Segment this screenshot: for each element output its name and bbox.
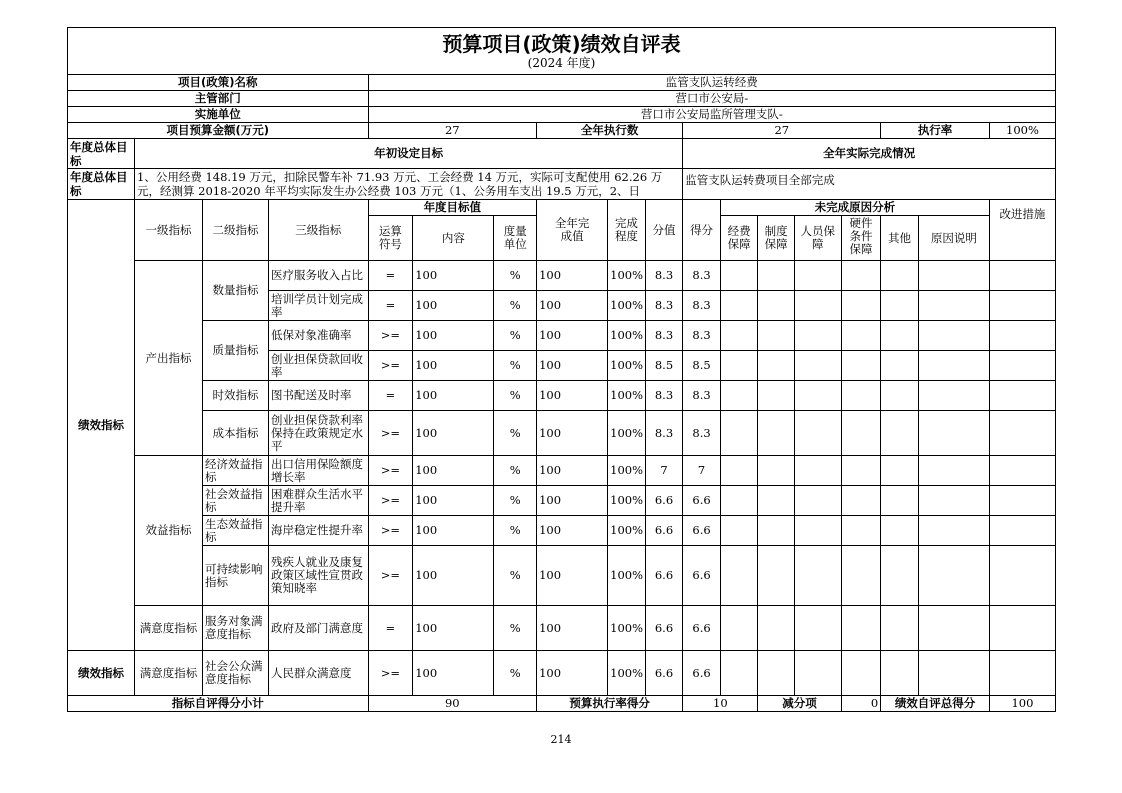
row-blank — [881, 351, 919, 381]
row-blank — [758, 606, 795, 651]
row-score: 8.5 — [645, 351, 683, 381]
unit-label: 实施单位 — [68, 107, 369, 123]
head-level1: 一级指标 — [135, 200, 203, 261]
row-blank — [918, 291, 989, 321]
row-op: >= — [368, 516, 413, 546]
row-l3: 海岸稳定性提升率 — [271, 524, 364, 537]
row-blank — [989, 291, 1055, 321]
row-score: 8.3 — [645, 381, 683, 411]
row-l3-cell — [269, 381, 369, 411]
project-name: 监管支队运转经费 — [368, 75, 1055, 91]
row-blank — [841, 516, 881, 546]
head-level2: 二级指标 — [203, 200, 269, 261]
row-blank — [918, 381, 989, 411]
row-blank — [881, 606, 919, 651]
row-blank — [989, 486, 1055, 516]
row-blank — [720, 261, 758, 291]
subtotal-label: 指标自评得分小计 — [68, 696, 369, 712]
goal-text-cell — [135, 169, 683, 200]
row-blank — [720, 411, 758, 456]
head-r2 — [758, 216, 795, 261]
row-blank — [918, 516, 989, 546]
row-blank — [918, 411, 989, 456]
row-val: 100 — [413, 291, 494, 321]
head-got: 得分 — [683, 200, 721, 261]
row-blank — [989, 321, 1055, 351]
row-l2: 经济效益指标 — [205, 457, 263, 484]
row-blank — [720, 381, 758, 411]
evaluation-sheet — [67, 27, 1056, 712]
row-l3: 图书配送及时率 — [271, 389, 352, 402]
row-blank — [989, 261, 1055, 291]
head-r1 — [720, 216, 758, 261]
row-blank — [841, 321, 881, 351]
row-blank — [794, 261, 841, 291]
row-rate: 100% — [608, 411, 646, 456]
row-rate: 100% — [608, 546, 646, 606]
row-l2-cell — [203, 486, 269, 516]
head-target: 年度目标值 — [368, 200, 537, 216]
row-done: 100 — [537, 261, 608, 291]
head-op — [368, 216, 413, 261]
row-blank — [881, 456, 919, 486]
row-blank — [989, 606, 1055, 651]
row-unit: % — [494, 381, 537, 411]
row-got: 8.3 — [683, 261, 721, 291]
table-row — [68, 411, 1056, 456]
row-blank — [918, 456, 989, 486]
row-blank — [720, 321, 758, 351]
row-l2-cell — [203, 456, 269, 486]
row-blank — [989, 651, 1055, 696]
row-done: 100 — [537, 291, 608, 321]
row-l3-cell — [269, 291, 369, 321]
evaluation-table — [67, 27, 1056, 712]
row-done: 100 — [537, 651, 608, 696]
row-blank — [841, 546, 881, 606]
head-r1-text: 经费保障 — [727, 224, 751, 251]
row-got: 8.3 — [683, 381, 721, 411]
row-blank — [881, 261, 919, 291]
row-l3-cell — [269, 546, 369, 606]
head-r5: 其他 — [881, 216, 919, 261]
row-blank — [758, 486, 795, 516]
dept-label: 主管部门 — [68, 91, 369, 107]
row-op: >= — [368, 546, 413, 606]
row-blank — [989, 516, 1055, 546]
row-rate: 100% — [608, 456, 646, 486]
exec-score-value: 10 — [683, 696, 758, 712]
row-got: 6.6 — [683, 546, 721, 606]
row-blank — [758, 516, 795, 546]
goal-label-2-text: 年度总体目标 — [70, 170, 128, 198]
head-r3-text: 人员保障 — [800, 224, 836, 251]
row-score: 7 — [645, 456, 683, 486]
row-rate: 100% — [608, 321, 646, 351]
row-blank — [794, 291, 841, 321]
row-op: >= — [368, 456, 413, 486]
head-r2-text: 制度保障 — [764, 224, 788, 251]
row-l3: 人民群众满意度 — [271, 666, 352, 680]
row-got: 6.6 — [683, 516, 721, 546]
row-l2: 质量指标 — [203, 321, 269, 381]
row-unit: % — [494, 351, 537, 381]
row-unit: % — [494, 456, 537, 486]
row-done: 100 — [537, 546, 608, 606]
subtotal-value: 90 — [368, 696, 537, 712]
row-blank — [758, 456, 795, 486]
row-blank — [758, 651, 795, 696]
satis-indicator: 满意度指标 — [135, 606, 203, 651]
row-blank — [758, 291, 795, 321]
row-l3-cell — [269, 351, 369, 381]
row-blank — [720, 606, 758, 651]
row-l2-cell — [203, 546, 269, 606]
row-blank — [841, 606, 881, 651]
rate-label: 执行率 — [881, 123, 990, 139]
row-op: >= — [368, 411, 413, 456]
page-number: 214 — [550, 733, 572, 746]
row-rate: 100% — [608, 486, 646, 516]
row-unit: % — [494, 546, 537, 606]
row-blank — [758, 381, 795, 411]
row-l2: 社会公众满意度指标 — [205, 660, 263, 686]
row-val: 100 — [413, 351, 494, 381]
row-blank — [720, 291, 758, 321]
row-blank — [841, 261, 881, 291]
output-indicator: 产出指标 — [135, 261, 203, 456]
row-unit: % — [494, 261, 537, 291]
goal-actual: 监管支队运转费项目全部完成 — [683, 169, 1056, 200]
row-l3-cell — [269, 261, 369, 291]
row-blank — [918, 651, 989, 696]
row-l3: 困难群众生活水平提升率 — [271, 487, 364, 514]
row-l2: 社会效益指标 — [205, 487, 263, 514]
row-score: 6.6 — [645, 486, 683, 516]
row-l3: 创业担保贷款利率保持在政策规定水平 — [271, 413, 364, 453]
row-blank — [720, 516, 758, 546]
row-blank — [881, 291, 919, 321]
row-score: 8.3 — [645, 291, 683, 321]
goal-label — [68, 139, 135, 169]
row-unit: % — [494, 486, 537, 516]
total-value: 100 — [989, 696, 1055, 712]
table-row — [68, 516, 1056, 546]
row-score: 6.6 — [645, 651, 683, 696]
row-blank — [794, 456, 841, 486]
row-val: 100 — [413, 411, 494, 456]
row-score: 6.6 — [645, 516, 683, 546]
exec-value: 27 — [683, 123, 881, 139]
goal-actual-label: 全年实际完成情况 — [683, 139, 1056, 169]
row-score: 8.3 — [645, 321, 683, 351]
row-done: 100 — [537, 486, 608, 516]
row-val: 100 — [413, 381, 494, 411]
row-l3-cell — [269, 516, 369, 546]
row-blank — [794, 351, 841, 381]
row-got: 6.6 — [683, 486, 721, 516]
row-l3: 创业担保贷款回收率 — [271, 352, 364, 379]
row-op: = — [368, 261, 413, 291]
row-rate: 100% — [608, 291, 646, 321]
row-blank — [794, 381, 841, 411]
head-rate — [608, 200, 646, 261]
row-blank — [989, 546, 1055, 606]
head-r3 — [794, 216, 841, 261]
row-l3: 培训学员计划完成率 — [271, 292, 364, 319]
head-done — [537, 200, 608, 261]
unit-value: 营口市公安局监所管理支队- — [368, 107, 1055, 123]
row-blank — [841, 381, 881, 411]
row-done: 100 — [537, 516, 608, 546]
exec-label: 全年执行数 — [537, 123, 683, 139]
rate-value: 100% — [989, 123, 1055, 139]
row-l3-cell — [269, 651, 369, 696]
row-l2-cell — [203, 606, 269, 651]
row-blank — [918, 546, 989, 606]
row-val: 100 — [413, 261, 494, 291]
row-rate: 100% — [608, 261, 646, 291]
table-row — [68, 546, 1056, 606]
row-unit: % — [494, 606, 537, 651]
page-title: 预算项目(政策)绩效自评表 — [442, 32, 681, 56]
row-val: 100 — [413, 606, 494, 651]
head-r4 — [841, 216, 881, 261]
row-blank — [881, 651, 919, 696]
row-blank — [841, 411, 881, 456]
row-blank — [881, 516, 919, 546]
dept-value: 营口市公安局- — [368, 91, 1055, 107]
row-rate: 100% — [608, 351, 646, 381]
row-blank — [794, 486, 841, 516]
row-got: 8.5 — [683, 351, 721, 381]
row-blank — [918, 261, 989, 291]
row-l3: 医疗服务收入占比 — [271, 269, 364, 282]
head-r4-text: 硬件条件保障 — [849, 217, 873, 256]
benefit-indicator: 效益指标 — [135, 456, 203, 606]
row-done: 100 — [537, 606, 608, 651]
row-blank — [758, 261, 795, 291]
row-rate: 100% — [608, 651, 646, 696]
row-unit: % — [494, 321, 537, 351]
head-content: 内容 — [413, 216, 494, 261]
goal-set-label: 年初设定目标 — [135, 139, 683, 169]
table-row — [68, 486, 1056, 516]
project-name-label: 项目(政策)名称 — [68, 75, 369, 91]
head-score: 分值 — [645, 200, 683, 261]
row-score: 6.6 — [645, 606, 683, 651]
row-blank — [989, 381, 1055, 411]
table-row — [68, 606, 1056, 651]
row-score: 8.3 — [645, 261, 683, 291]
row-blank — [758, 321, 795, 351]
head-done-text: 全年完成值 — [554, 216, 590, 243]
row-rate: 100% — [608, 516, 646, 546]
exec-score-label: 预算执行率得分 — [537, 696, 683, 712]
row-op: >= — [368, 351, 413, 381]
row-got: 8.3 — [683, 291, 721, 321]
total-label: 绩效自评总得分 — [881, 696, 990, 712]
row-l2: 可持续影响指标 — [205, 562, 263, 589]
row-blank — [841, 456, 881, 486]
row-blank — [881, 321, 919, 351]
head-rate-text: 完成程度 — [614, 216, 638, 243]
row-score: 8.3 — [645, 411, 683, 456]
row-blank — [758, 411, 795, 456]
budget-value: 27 — [368, 123, 537, 139]
minus-value: 0 — [841, 696, 881, 712]
head-unit — [494, 216, 537, 261]
row-done: 100 — [537, 381, 608, 411]
row-blank — [794, 651, 841, 696]
row-l2: 数量指标 — [203, 261, 269, 321]
minus-label: 减分项 — [758, 696, 841, 712]
row-got: 8.3 — [683, 321, 721, 351]
row-blank — [794, 546, 841, 606]
table-row — [68, 456, 1056, 486]
row-blank — [918, 321, 989, 351]
row-blank — [881, 486, 919, 516]
row-blank — [720, 351, 758, 381]
head-reason: 未完成原因分析 — [720, 200, 989, 216]
head-r6: 原因说明 — [918, 216, 989, 261]
row-l2: 生态效益指标 — [205, 517, 263, 544]
row-got: 7 — [683, 456, 721, 486]
row-blank — [720, 651, 758, 696]
row-blank — [841, 351, 881, 381]
row-blank — [841, 291, 881, 321]
row-blank — [841, 486, 881, 516]
row-got: 6.6 — [683, 606, 721, 651]
row-unit: % — [494, 411, 537, 456]
row-val: 100 — [413, 486, 494, 516]
row-unit: % — [494, 291, 537, 321]
perf-indicator-label-2: 绩效指标 — [68, 651, 135, 696]
row-blank — [881, 411, 919, 456]
row-l2-cell — [203, 651, 269, 696]
budget-label: 项目预算金额(万元) — [68, 123, 369, 139]
row-blank — [794, 606, 841, 651]
row-blank — [720, 456, 758, 486]
row-done: 100 — [537, 411, 608, 456]
row-op: >= — [368, 486, 413, 516]
row-l2: 服务对象满意度指标 — [205, 615, 263, 641]
row-l2: 时效指标 — [203, 381, 269, 411]
goal-text: 1、公用经费 148.19 万元，扣除民警车补 71.93 万元、工会经费 14 万元，实际可支配使用 62.26 万元，经测算 2018-2020 年平均实际发生办公经费 103 万元（1、公务用车支出 19.5 万元，2、日 — [137, 170, 663, 198]
row-blank — [918, 486, 989, 516]
row-l2-cell — [203, 516, 269, 546]
row-got: 6.6 — [683, 651, 721, 696]
row-l3-cell — [269, 321, 369, 351]
row-l3: 残疾人就业及康复政策区域性宣贯政策知晓率 — [271, 556, 364, 595]
row-blank — [989, 411, 1055, 456]
row-val: 100 — [413, 456, 494, 486]
row-blank — [918, 351, 989, 381]
head-unit-text: 度量单位 — [503, 224, 527, 251]
head-op-text: 运算符号 — [378, 224, 402, 251]
head-level3: 三级指标 — [269, 200, 369, 261]
row-unit: % — [494, 516, 537, 546]
row-val: 100 — [413, 546, 494, 606]
row-op: >= — [368, 321, 413, 351]
row-op: = — [368, 606, 413, 651]
row-l2: 成本指标 — [203, 411, 269, 456]
row-op: = — [368, 381, 413, 411]
row-done: 100 — [537, 321, 608, 351]
row-rate: 100% — [608, 606, 646, 651]
table-row — [68, 651, 1056, 696]
title-cell — [68, 28, 1056, 75]
row-l3-cell — [269, 606, 369, 651]
row-blank — [989, 456, 1055, 486]
row-blank — [720, 486, 758, 516]
row-rate: 100% — [608, 381, 646, 411]
table-row — [68, 261, 1056, 291]
row-blank — [881, 381, 919, 411]
row-score: 6.6 — [645, 546, 683, 606]
table-row — [68, 321, 1056, 351]
row-l3: 政府及部门满意度 — [271, 621, 364, 635]
row-l3-cell — [269, 411, 369, 456]
row-val: 100 — [413, 651, 494, 696]
row-done: 100 — [537, 456, 608, 486]
row-l3-cell — [269, 456, 369, 486]
row-op: >= — [368, 651, 413, 696]
row-unit: % — [494, 651, 537, 696]
row-done: 100 — [537, 351, 608, 381]
table-row — [68, 381, 1056, 411]
goal-label-text: 年度总体目标 — [70, 139, 128, 168]
row-got: 8.3 — [683, 411, 721, 456]
row-blank — [989, 351, 1055, 381]
row-blank — [758, 546, 795, 606]
row-blank — [794, 321, 841, 351]
perf-indicator-label: 绩效指标 — [68, 200, 135, 651]
head-improve: 改进措施 — [989, 200, 1055, 261]
row-blank — [841, 651, 881, 696]
row-blank — [794, 516, 841, 546]
row-op: = — [368, 291, 413, 321]
satis-indicator-2: 满意度指标 — [135, 651, 203, 696]
row-l3: 出口信用保险额度增长率 — [271, 457, 364, 484]
row-blank — [758, 351, 795, 381]
row-val: 100 — [413, 321, 494, 351]
report-year: (2024 年度) — [527, 56, 596, 70]
row-blank — [881, 546, 919, 606]
row-blank — [720, 546, 758, 606]
row-l3-cell — [269, 486, 369, 516]
row-blank — [918, 606, 989, 651]
goal-label-2 — [68, 169, 135, 200]
row-blank — [794, 411, 841, 456]
row-l3: 低保对象准确率 — [271, 329, 352, 342]
row-val: 100 — [413, 516, 494, 546]
